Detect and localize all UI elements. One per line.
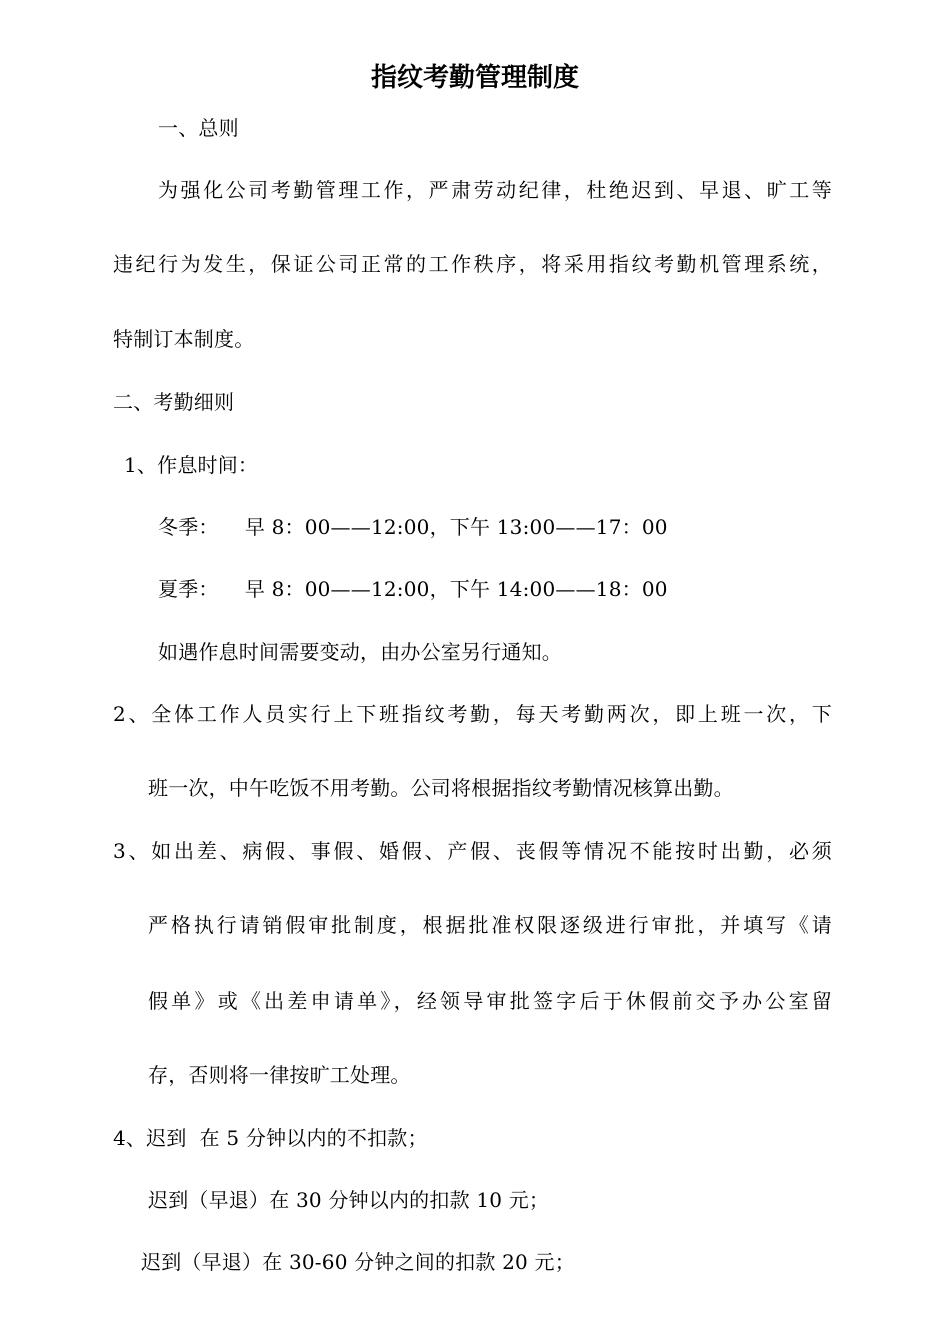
section-heading-general: 一、总则 [158, 116, 239, 140]
list-item-continuation: 存，否则将一律按旷工处理。 [148, 1063, 411, 1087]
list-item-continuation: 迟到（早退）在 30-60 分钟之间的扣款 20 元； [141, 1250, 575, 1274]
schedule-note: 如遇作息时间需要变动，由办公室另行通知。 [158, 640, 562, 664]
list-item-continuation: 班一次，中午吃饭不用考勤。公司将根据指纹考勤情况核算出勤。 [148, 776, 734, 800]
list-item: 4、迟到 在 5 分钟以内的不扣款； [113, 1126, 428, 1150]
schedule-summer: 夏季： 早 8：00——12:00，下午 14:00——18：00 [158, 577, 668, 601]
list-item-heading: 1、作息时间： [124, 453, 259, 477]
list-item-continuation: 严格执行请销假审批制度，根据批准权限逐级进行审批，并填写《请 [148, 913, 832, 937]
paragraph-line: 为强化公司考勤管理工作，严肃劳动纪律，杜绝迟到、早退、旷工等 [158, 178, 832, 202]
list-item: 3、如出差、病假、事假、婚假、产假、丧假等情况不能按时出勤，必须 [113, 839, 832, 863]
list-item-continuation: 假单》或《出差申请单》，经领导审批签字后于休假前交予办公室留 [148, 989, 832, 1013]
document-title: 指纹考勤管理制度 [370, 63, 579, 93]
paragraph-line: 违纪行为发生，保证公司正常的工作秩序，将采用指纹考勤机管理系统， [113, 252, 832, 276]
paragraph-line: 特制订本制度。 [113, 327, 255, 351]
list-item-continuation: 迟到（早退）在 30 分钟以内的扣款 10 元； [148, 1188, 550, 1212]
section-heading-attendance: 二、考勤细则 [113, 390, 235, 414]
list-item: 2、全体工作人员实行上下班指纹考勤，每天考勤两次，即上班一次，下 [113, 702, 832, 726]
schedule-winter: 冬季： 早 8：00——12:00，下午 13:00——17：00 [158, 515, 668, 539]
